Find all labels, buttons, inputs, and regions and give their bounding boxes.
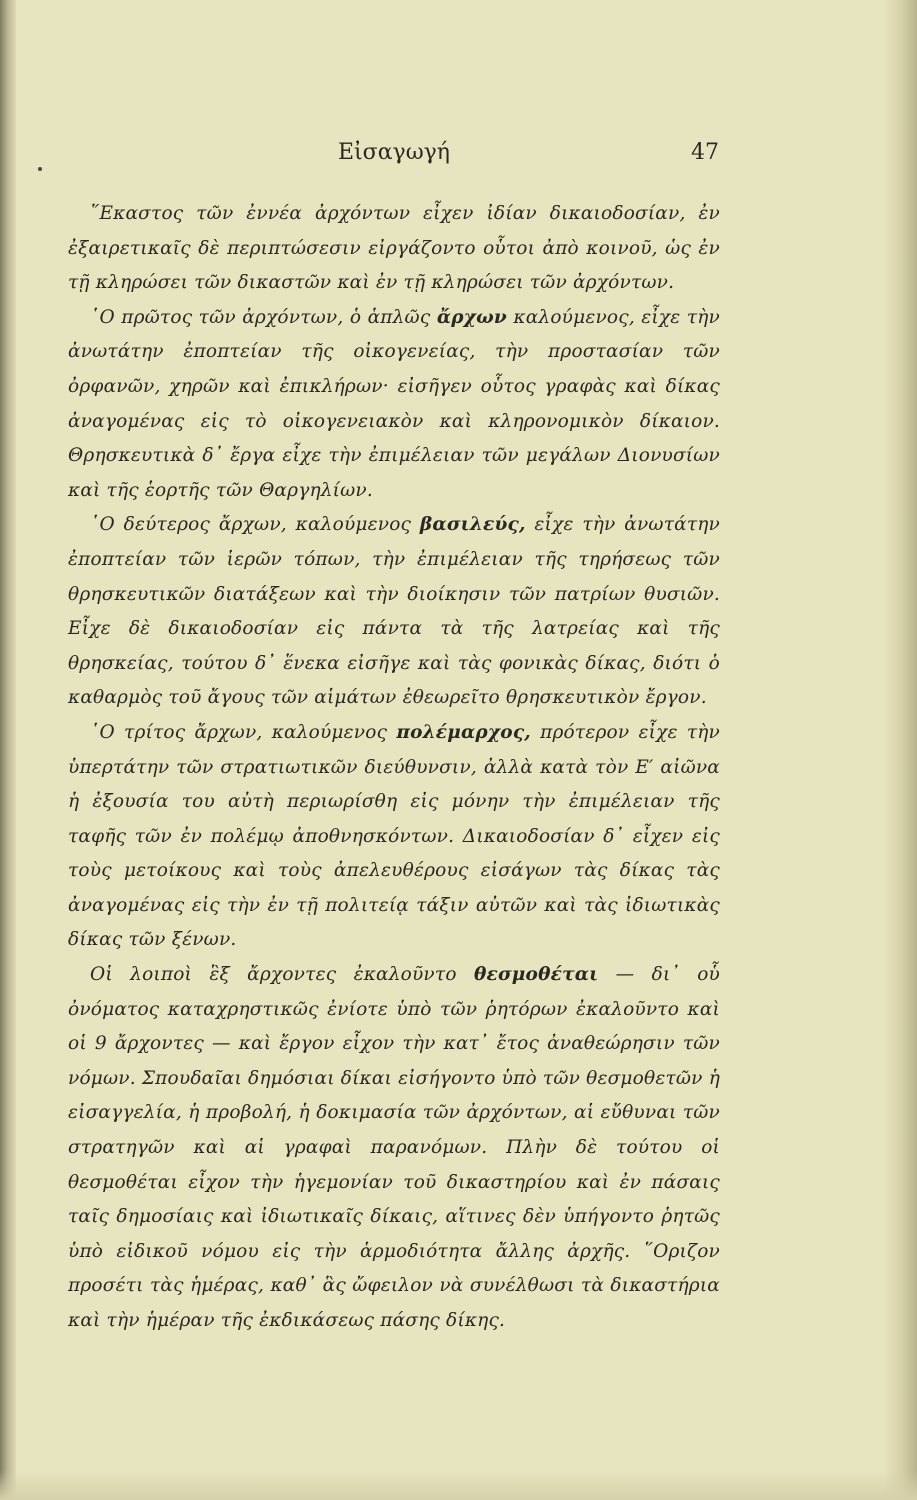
paragraph-text: ῾Ο δεύτερος ἄρχων, καλούμενος [90, 514, 420, 536]
ink-speck [38, 167, 42, 171]
page-gutter [0, 0, 16, 1500]
paragraph-text: Οἱ λοιποὶ ἓξ ἄρχοντες ἐκαλοῦντο [90, 964, 474, 986]
paragraph-thesmothetai [68, 958, 720, 1339]
paragraph-text: εἶχε τὴν ἀνωτάτην ἐποπτείαν τῶν ἱερῶν τόπων, τὴν ἐπιμέλειαν τῆς τηρήσεως τῶν θρησκευτικῶν διατάξεων καὶ τὴν διοίκησιν τῶν πατρίων θυσιῶν. Εἶχε δὲ δικαιοδοσίαν εἰς πάντα τὰ τῆς λατρείας καὶ τῆς θρησκείας, τούτου δ᾽ ἕνεκα εἰσῆγε καὶ τὰς φονικὰς δίκας, διότι ὁ καθαρμὸς τοῦ ἄγους τῶν αἱμάτων ἐθεωρεῖτο θρησκευτικὸν ἔργον. [68, 514, 720, 709]
paragraph-archon-basileus [68, 508, 720, 716]
paragraph-text: ῾Ο πρῶτος τῶν ἀρχόντων, ὁ ἁπλῶς [90, 306, 437, 328]
paragraph-polemarch [68, 716, 720, 958]
term-polemarchos: πολέμαρχος, [396, 721, 531, 743]
paragraph-text: καλούμενος, εἶχε τὴν ἀνωτάτην ἐποπτείαν τῆς οἰκογενείας, τὴν προστασίαν τῶν ὀρφανῶν, χηρῶν καὶ ἐπικλήρων· εἰσῆγεν οὗτος γραφὰς καὶ δίκας ἀναγομένας εἰς τὸ οἰκογενειακὸν καὶ κληρονομικὸν δίκαιον. Θρησκευτικὰ δ᾽ ἔργα εἶχε τὴν ἐπιμέλειαν τῶν μεγάλων Διονυσίων καὶ τῆς ἑορτῆς τῶν Θαργηλίων. [68, 306, 720, 501]
running-title: Εἰσαγωγή [338, 140, 450, 165]
paragraph-text: — δι᾽ οὗ ὀνόματος καταχρηστικῶς ἐνίοτε ὑπὸ τῶν ῥητόρων ἐκαλοῦντο καὶ οἱ 9 ἄρχοντες — καὶ ἔργον εἶχον τὴν κατ᾽ ἔτος ἀναθεώρησιν τῶν νόμων. Σπουδαῖαι δημόσιαι δίκαι εἰσήγοντο ὑπὸ τῶν θεσμοθετῶν ἡ εἰσαγγελία, ἡ προβολή, ἡ δοκιμασία τῶν ἀρχόντων, αἱ εὔθυναι τῶν στρατηγῶν καὶ αἱ γραφαὶ παρανόμων. Πλὴν δὲ τούτου οἱ θεσμοθέται εἶχον τὴν ἡγεμονίαν τοῦ δικαστηρίου καὶ ἐν πάσαις ταῖς δημοσίαις καὶ ἰδιωτικαῖς δίκαις, αἵτινες δὲν ὑπήγοντο ῥητῶς ὑπὸ εἰδικοῦ νόμου εἰς τὴν ἁρμοδιότητα ἄλλης ἀρχῆς. ῞Οριζον προσέτι τὰς ἡμέρας, καθ᾽ ἃς ὤφειλον νὰ συνέλθωσι τὰ δικαστήρια καὶ τὴν ἡμέραν τῆς ἐκδικάσεως πάσης δίκης. [68, 964, 721, 1331]
page-bottom-edge [0, 1470, 917, 1500]
page-number: 47 [691, 140, 719, 165]
body-text [68, 197, 720, 1339]
term-basileus: βασιλεύς, [419, 514, 526, 536]
paragraph-text: ῞Εκαστος τῶν ἐννέα ἀρχόντων εἶχεν ἰδίαν δικαιοδοσίαν, ἐν ἐξαιρετικαῖς δὲ περιπτώσεσιν εἰργάζοντο οὗτοι ἀπὸ κοινοῦ, ὡς ἐν τῇ κληρώσει τῶν δικαστῶν καὶ ἐν τῇ κληρώσει τῶν ἀρχόντων. [68, 203, 720, 294]
page-header [0, 140, 917, 176]
page-edge [883, 0, 917, 1500]
paragraph-archon-eponymous [68, 301, 720, 509]
paragraph-archons-jurisdiction [68, 197, 720, 301]
term-thesmothetai: θεσμοθέται [473, 964, 599, 986]
paragraph-text: πρότερον εἶχε τὴν ὑπερτάτην τῶν στρατιωτικῶν διεύθυνσιν, ἀλλὰ κατὰ τὸν Ε′ αἰῶνα ἡ ἐξουσία του αὐτὴ περιωρίσθη εἰς μόνην τὴν ἐπιμέλειαν τῆς ταφῆς τῶν ἐν πολέμῳ ἀποθνησκόντων. Δικαιοδοσίαν δ᾽ εἶχεν εἰς τοὺς μετοίκους καὶ τοὺς ἀπελευθέρους εἰσάγων τὰς δίκας τὰς ἀναγομένας εἰς τὴν ἐν τῇ πολιτείᾳ τάξιν αὐτῶν καὶ τὰς ἰδιωτικὰς δίκας τῶν ξένων. [68, 721, 720, 951]
term-archon: ἄρχων [436, 306, 507, 328]
paragraph-text: ῾Ο τρίτος ἄρχων, καλούμενος [90, 721, 397, 743]
